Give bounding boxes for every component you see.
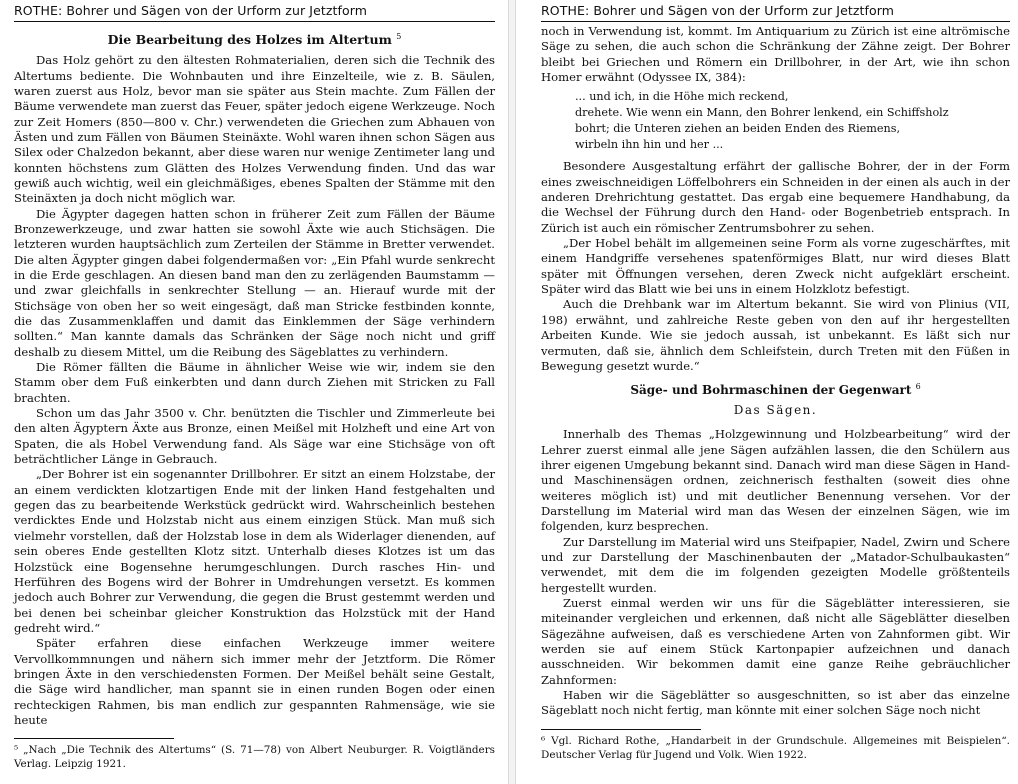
paragraph: noch in Verwendung ist, kommt. Im Antiquarium zu Zürich ist eine altrömische Säge zu sehen, die auch schon die Schränkung der Zähne zeigt. Der Bohrer bleibt bei Griechen und Römern ein Drillbohrer, in der Art, wie ihn schon Homer erwähnt (Odyssee IX, 384): bbox=[541, 24, 1010, 85]
left-body bbox=[14, 53, 495, 728]
paragraph: Zuerst einmal werden wir uns für die Sägeblätter interessieren, sie miteinander vergleichen und erkennen, daß nicht alle Sägeblätter dieselben Sägezähne aufweisen, daß es verschiedene Arten von Zahnformen gibt. Wir werden sie auf einem Stück Kartonpapier aufzeichnen und danach ausschneiden. Wir bekommen damit eine ganze Reihe gebräuchlicher Zahnformen: bbox=[541, 595, 1010, 687]
subsection-title: Das Sägen. bbox=[733, 403, 818, 418]
paragraph: Zur Darstellung im Material wird uns Steifpapier, Nadel, Zwirn und Schere und zur Darstellung der Maschinenbauten der „Matador-Schulbaukasten“ verwendet, mit dem die im folgenden gezeigten Modelle größtenteils hergestellt wurden. bbox=[541, 534, 1010, 595]
footnote-divider bbox=[14, 738, 174, 739]
footnote: ⁵ „Nach „Die Technik des Altertums“ (S. 71—78) von Albert Neuburger. R. Voigtländers Verlag. Leipzig 1921. bbox=[14, 744, 495, 771]
right-page bbox=[517, 0, 1018, 784]
running-header: ROTHE: Bohrer und Sägen von der Urform zur Jetztform bbox=[14, 0, 495, 22]
article-title-text: Die Bearbeitung des Holzes im Altertum bbox=[107, 32, 392, 48]
section-title bbox=[541, 382, 1010, 397]
title-footnote-marker: 5 bbox=[396, 32, 402, 41]
paragraph: Haben wir die Sägeblätter so ausgeschnitten, so ist aber das einzelne Sägeblatt noch nicht fertig, man könnte mit einer solchen Säge noch nicht bbox=[541, 688, 1010, 718]
paragraph: Schon um das Jahr 3500 v. Chr. benützten die Tischler und Zimmerleute bei den alten Ägyptern Äxte aus Bronze, einen Meißel mit Holzheft und eine Art von Spaten, die als Hobel Verwendung fand. Als Säge war eine Stichsäge von oft beträchtlicher Länge in Gebrauch. bbox=[14, 406, 495, 467]
verse-quote bbox=[541, 89, 1010, 153]
paragraph: „Der Hobel behält im allgemeinen seine Form als vorne zugeschärftes, mit einem Handgriffe versehenes spatenförmiges Blatt, nur wird dieses Blatt später mit Öffnungen versehen, deren Zweck nicht aufgeklärt erscheint. Später wird das Blatt wie bei uns in einem Holzklotz befestigt. bbox=[541, 236, 1010, 297]
verse-line: ... und ich, in die Höhe mich reckend, bbox=[575, 90, 789, 104]
footnote: ⁶ Vgl. Richard Rothe, „Handarbeit in der Grundschule. Allgemeines mit Beispielen“. Deutscher Verlag für Jugend und Volk. Wien 1922. bbox=[541, 734, 1010, 761]
verse-line: wirbeln ihn hin und her ... bbox=[575, 138, 724, 152]
running-header: ROTHE: Bohrer und Sägen von der Urform zur Jetztform bbox=[541, 0, 1010, 22]
paragraph: „Der Bohrer ist ein sogenannter Drillbohrer. Er sitzt an einem Holzstabe, der an einem verdickten klotzartigen Ende mit der linken Hand festgehalten und gegen das zu bearbeitende Werkstück gedrückt wird. Wahrscheinlich bestehen verdicktes Ende und Holzstab nicht aus einem einzigen Stück. Man muß sich vielmehr vorstellen, daß der Holzstab lose in dem als Widerlager dienenden, auf sein oberes Ende gestellten Klotz sitzt. Unterhalb dieses Klotzes ist um das Holzstück eine Bogensehne herumgeschlungen. Durch rasches Hin- und Herführen des Bogens wird der Bohrer in Umdrehungen versetzt. Es kommen jedoch auch Bohrer zur Verwendung, die gegen die Brust gestemmt werden und bei denen bei scheinbar gleicher Konstruktion das Holzstück mit der Hand gedreht wird.“ bbox=[14, 467, 495, 635]
verse-line: bohrt; die Unteren ziehen an beiden Enden des Riemens, bbox=[575, 122, 901, 136]
paragraph: Innerhalb des Themas „Holzgewinnung und Holzbearbeitung“ wird der Lehrer zuerst einmal alle jene Sägen aufzählen lassen, die den Schülern aus ihrer eigenen Umgebung bekannt sind. Danach wird man diese Sägen in Hand- und Maschinensägen ordnen, zeichnerisch festhalten (soweit dies ohne weiteres möglich ist) und mit deutlicher Benennung versehen. Vor der Darstellung im Material wird man das Wesen der einzelnen Sägen, wie im folgenden, kurz besprechen. bbox=[541, 427, 1010, 534]
section-footnote-marker: 6 bbox=[915, 382, 921, 392]
paragraph: Auch die Drehbank war im Altertum bekannt. Sie wird von Plinius (VII, 198) erwähnt, und zahlreiche Reste geben von den auf ihr hergestellten Arbeiten Kunde. Wie sie jedoch aussah, ist unbekannt. Es läßt sich nur vermuten, daß sie, ähnlich dem Schleifstein, durch Treten mit den Füßen in Bewegung gesetzt wurde.“ bbox=[541, 297, 1010, 373]
paragraph: Besondere Ausgestaltung erfährt der gallische Bohrer, der in der Form eines zweischneidigen Löffelbohrers ein Schneiden in der einen als auch in der anderen Drehrichtung gestattet. Das ergab eine bequemere Handhabung, da die Wechsel der Führung durch den Hand- oder Bogenbetrieb entsprach. In Zürich ist auch ein römischer Zentrumsbohrer zu sehen. bbox=[541, 159, 1010, 235]
page-gutter bbox=[508, 0, 516, 784]
right-body bbox=[541, 24, 1010, 719]
section-title-text: Säge- und Bohrmaschinen der Gegenwart bbox=[630, 383, 912, 398]
article-title bbox=[14, 32, 495, 47]
verse-line: drehete. Wie wenn ein Mann, den Bohrer lenkend, ein Schiffsholz bbox=[575, 106, 949, 120]
left-page bbox=[0, 0, 505, 784]
paragraph: Die Ägypter dagegen hatten schon in früherer Zeit zum Fällen der Bäume Bronzewerkzeuge, und zwar hatten sie sowohl Äxte wie auch Stichsägen. Die letzteren wurden hauptsächlich zum Zerteilen der Stämme in Bretter verwendet. Die alten Ägypter gingen dabei folgendermaßen vor: „Ein Pfahl wurde senkrecht in die Erde geschlagen. An diesen band man den zu zerlägenden Baumstamm — und zwar gleichfalls in senkrechter Stellung — an. Hierauf wurde mit der Stichsäge von oben her so weit eingesägt, daß man Stricke festbinden konnte, die das Zusammenklaffen und damit das Einklemmen der Säge verhindern sollten.“ Man kannte damals das Schränken der Säge noch nicht und griff deshalb zu diesem Mittel, um die Reibung des Sägeblattes zu verhindern. bbox=[14, 206, 495, 359]
paragraph: Später erfahren diese einfachen Werkzeuge immer weitere Vervollkommnungen und nähern sich immer mehr der Jetztform. Die Römer bringen Äxte in den verschiedensten Formen. Der Meißel behält seine Gestalt, die Säge wird handlicher, man spannt sie in einen runden Bogen oder einen rechteckigen Rahmen, bis man endlich zur gespannten Rahmensäge, wie sie heute bbox=[14, 636, 495, 727]
paragraph: Das Holz gehört zu den ältesten Rohmaterialien, deren sich die Technik des Altertums bediente. Die Wohnbauten und ihre Einzelteile, wie z. B. Säulen, waren zuerst aus Holz, bevor man sie später aus Stein machte. Zum Fällen der Bäume verwendete man zuerst das Feuer, später jedoch eigene Werkzeuge. Noch zur Zeit Homers (850—800 v. Chr.) verwendeten die Griechen zum Abhauen von Ästen und zum Fällen von Bäumen Steinäxte. Wohl waren ihnen schon Sägen aus Silex oder Chalzedon bekannt, aber diese waren nur wenige Zentimeter lang und konnten höchstens zum Glätten des Holzes Verwendung finden. Und das war gewiß auch wichtig, weil ein gleichmäßiges, ebenes Spalten der Stämme mit den Steinäxten ja doch nicht möglich war. bbox=[14, 53, 495, 206]
footnote-divider bbox=[541, 729, 701, 730]
paragraph: Die Römer fällten die Bäume in ähnlicher Weise wie wir, indem sie den Stamm ober dem Fuß einkerbten und dann durch Ziehen mit Stricken zu Fall brachten. bbox=[14, 360, 495, 405]
